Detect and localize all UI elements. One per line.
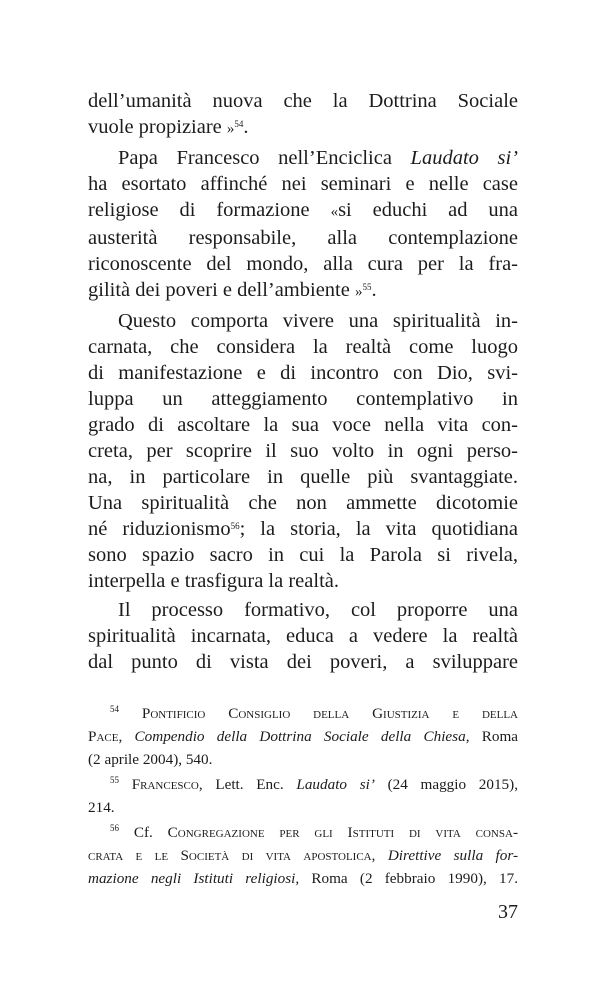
body-line [88, 516, 518, 542]
footnote-line [88, 702, 518, 725]
text-segment: carnata, che considera la realtà come luogo [88, 336, 518, 358]
body-line [88, 623, 518, 649]
text-segment: riconoscente del mondo, alla cura per la fra- [88, 253, 518, 275]
italic-text: Compendio della Dottrina Sociale della Chiesa [134, 728, 466, 745]
text-segment: grado di ascoltare la sua voce nella vita con- [88, 414, 518, 436]
body-line [88, 464, 518, 490]
body-line [88, 334, 518, 360]
body-line [88, 171, 518, 197]
footnote-line [88, 748, 518, 771]
footnote-ref: 56 [230, 521, 240, 531]
italic-text: Laudato si’ [410, 147, 518, 169]
text-segment: ha esortato affinché nei seminari e nelle case [88, 173, 518, 195]
italic-text: mazione negli Istituti religiosi [88, 870, 296, 887]
body-line [88, 277, 518, 305]
text-segment: , [371, 847, 388, 864]
body-line [88, 597, 518, 623]
text-segment: ; la storia, la vita quotidiana [239, 518, 518, 540]
footnote-line [88, 844, 518, 867]
text-segment: Questo comporta vivere una spiritualità in- [118, 310, 518, 332]
footnote-line [88, 867, 518, 890]
text-segment: si educhi ad una [338, 199, 518, 221]
body-line [88, 225, 518, 251]
footnote-line [88, 725, 518, 748]
body-line [88, 542, 518, 568]
text-segment: vuole propiziare [88, 116, 227, 138]
text-segment: , [118, 728, 135, 745]
body-line [88, 360, 518, 386]
body-line [88, 88, 518, 114]
body-line [88, 649, 518, 675]
body-line [88, 308, 518, 334]
footnote-ref: 56 [110, 823, 119, 833]
footnote-line [88, 773, 518, 796]
text-segment: Congregazione per gli Istituti di vita consa- [167, 824, 518, 841]
text-segment: (2 aprile 2004), 540. [88, 751, 213, 768]
page-number: 37 [498, 901, 518, 923]
text-segment: religiose di formazione [88, 199, 331, 221]
text-segment: sono spazio sacro in cui la Parola si rivela, [88, 544, 518, 566]
body-line [88, 490, 518, 516]
text-segment: dal punto di vista dei poveri, a sviluppare [88, 651, 518, 673]
body-line [88, 412, 518, 438]
text-segment: na, in particolare in quelle più svantaggiate. [88, 466, 518, 488]
text-segment: dell’umanità nuova che la Dottrina Sociale [88, 90, 518, 112]
body-text [88, 88, 518, 675]
text-segment: . [371, 279, 377, 301]
text-segment: , Roma [465, 728, 519, 745]
text-segment: Il processo formativo, col proporre una [118, 599, 518, 621]
body-line [88, 114, 518, 142]
text-segment: interpella e trasfigura la realtà. [88, 570, 339, 592]
italic-text: Laudato si’ [296, 776, 375, 793]
text-segment: Pace [88, 728, 119, 745]
italic-text: Direttive sulla for- [387, 847, 519, 864]
text-segment: (24 maggio 2015), [374, 776, 518, 793]
body-line [88, 145, 518, 171]
text-segment: Pontificio Consiglio della Giustizia e della [119, 705, 518, 722]
footnote-ref: 55 [362, 282, 372, 292]
text-segment: creta, per scoprire il suo volto in ogni perso- [88, 440, 518, 462]
text-segment: gilità dei poveri e dell’ambiente [88, 279, 355, 301]
footnote-ref: 55 [110, 775, 119, 785]
text-segment: di manifestazione e di incontro con Dio, svi- [88, 362, 518, 384]
footnote-line [88, 821, 518, 844]
body-line [88, 438, 518, 464]
body-line [88, 251, 518, 277]
text-segment: austerità responsabile, alla contemplazione [88, 227, 518, 249]
body-line [88, 568, 518, 594]
text-segment: né riduzionismo [88, 518, 231, 540]
text-segment: . [243, 116, 249, 138]
footnote-ref: 54 [234, 119, 244, 129]
footnote-ref: 54 [110, 704, 119, 714]
text-segment: Una spiritualità che non ammette dicotomie [88, 492, 518, 514]
text-segment: « [330, 204, 339, 220]
footnotes [88, 700, 518, 890]
body-line [88, 386, 518, 412]
body-line [88, 197, 518, 225]
text-segment: crata e le Società di vita apostolica [88, 847, 372, 864]
text-segment: luppa un atteggiamento contemplativo in [88, 388, 518, 410]
footnote-line [88, 796, 518, 819]
text-segment: Francesco [119, 776, 199, 793]
text-segment: » [354, 284, 363, 300]
text-segment: Cf. [119, 824, 168, 841]
text-segment: , Roma (2 febbraio 1990), 17. [295, 870, 518, 887]
text-segment: 214. [88, 799, 115, 816]
text-segment: spiritualità incarnata, educa a vedere la realtà [88, 625, 518, 647]
text-segment: » [226, 121, 235, 137]
text-segment: Papa Francesco nell’Enciclica [118, 147, 411, 169]
text-segment: , Lett. Enc. [198, 776, 297, 793]
